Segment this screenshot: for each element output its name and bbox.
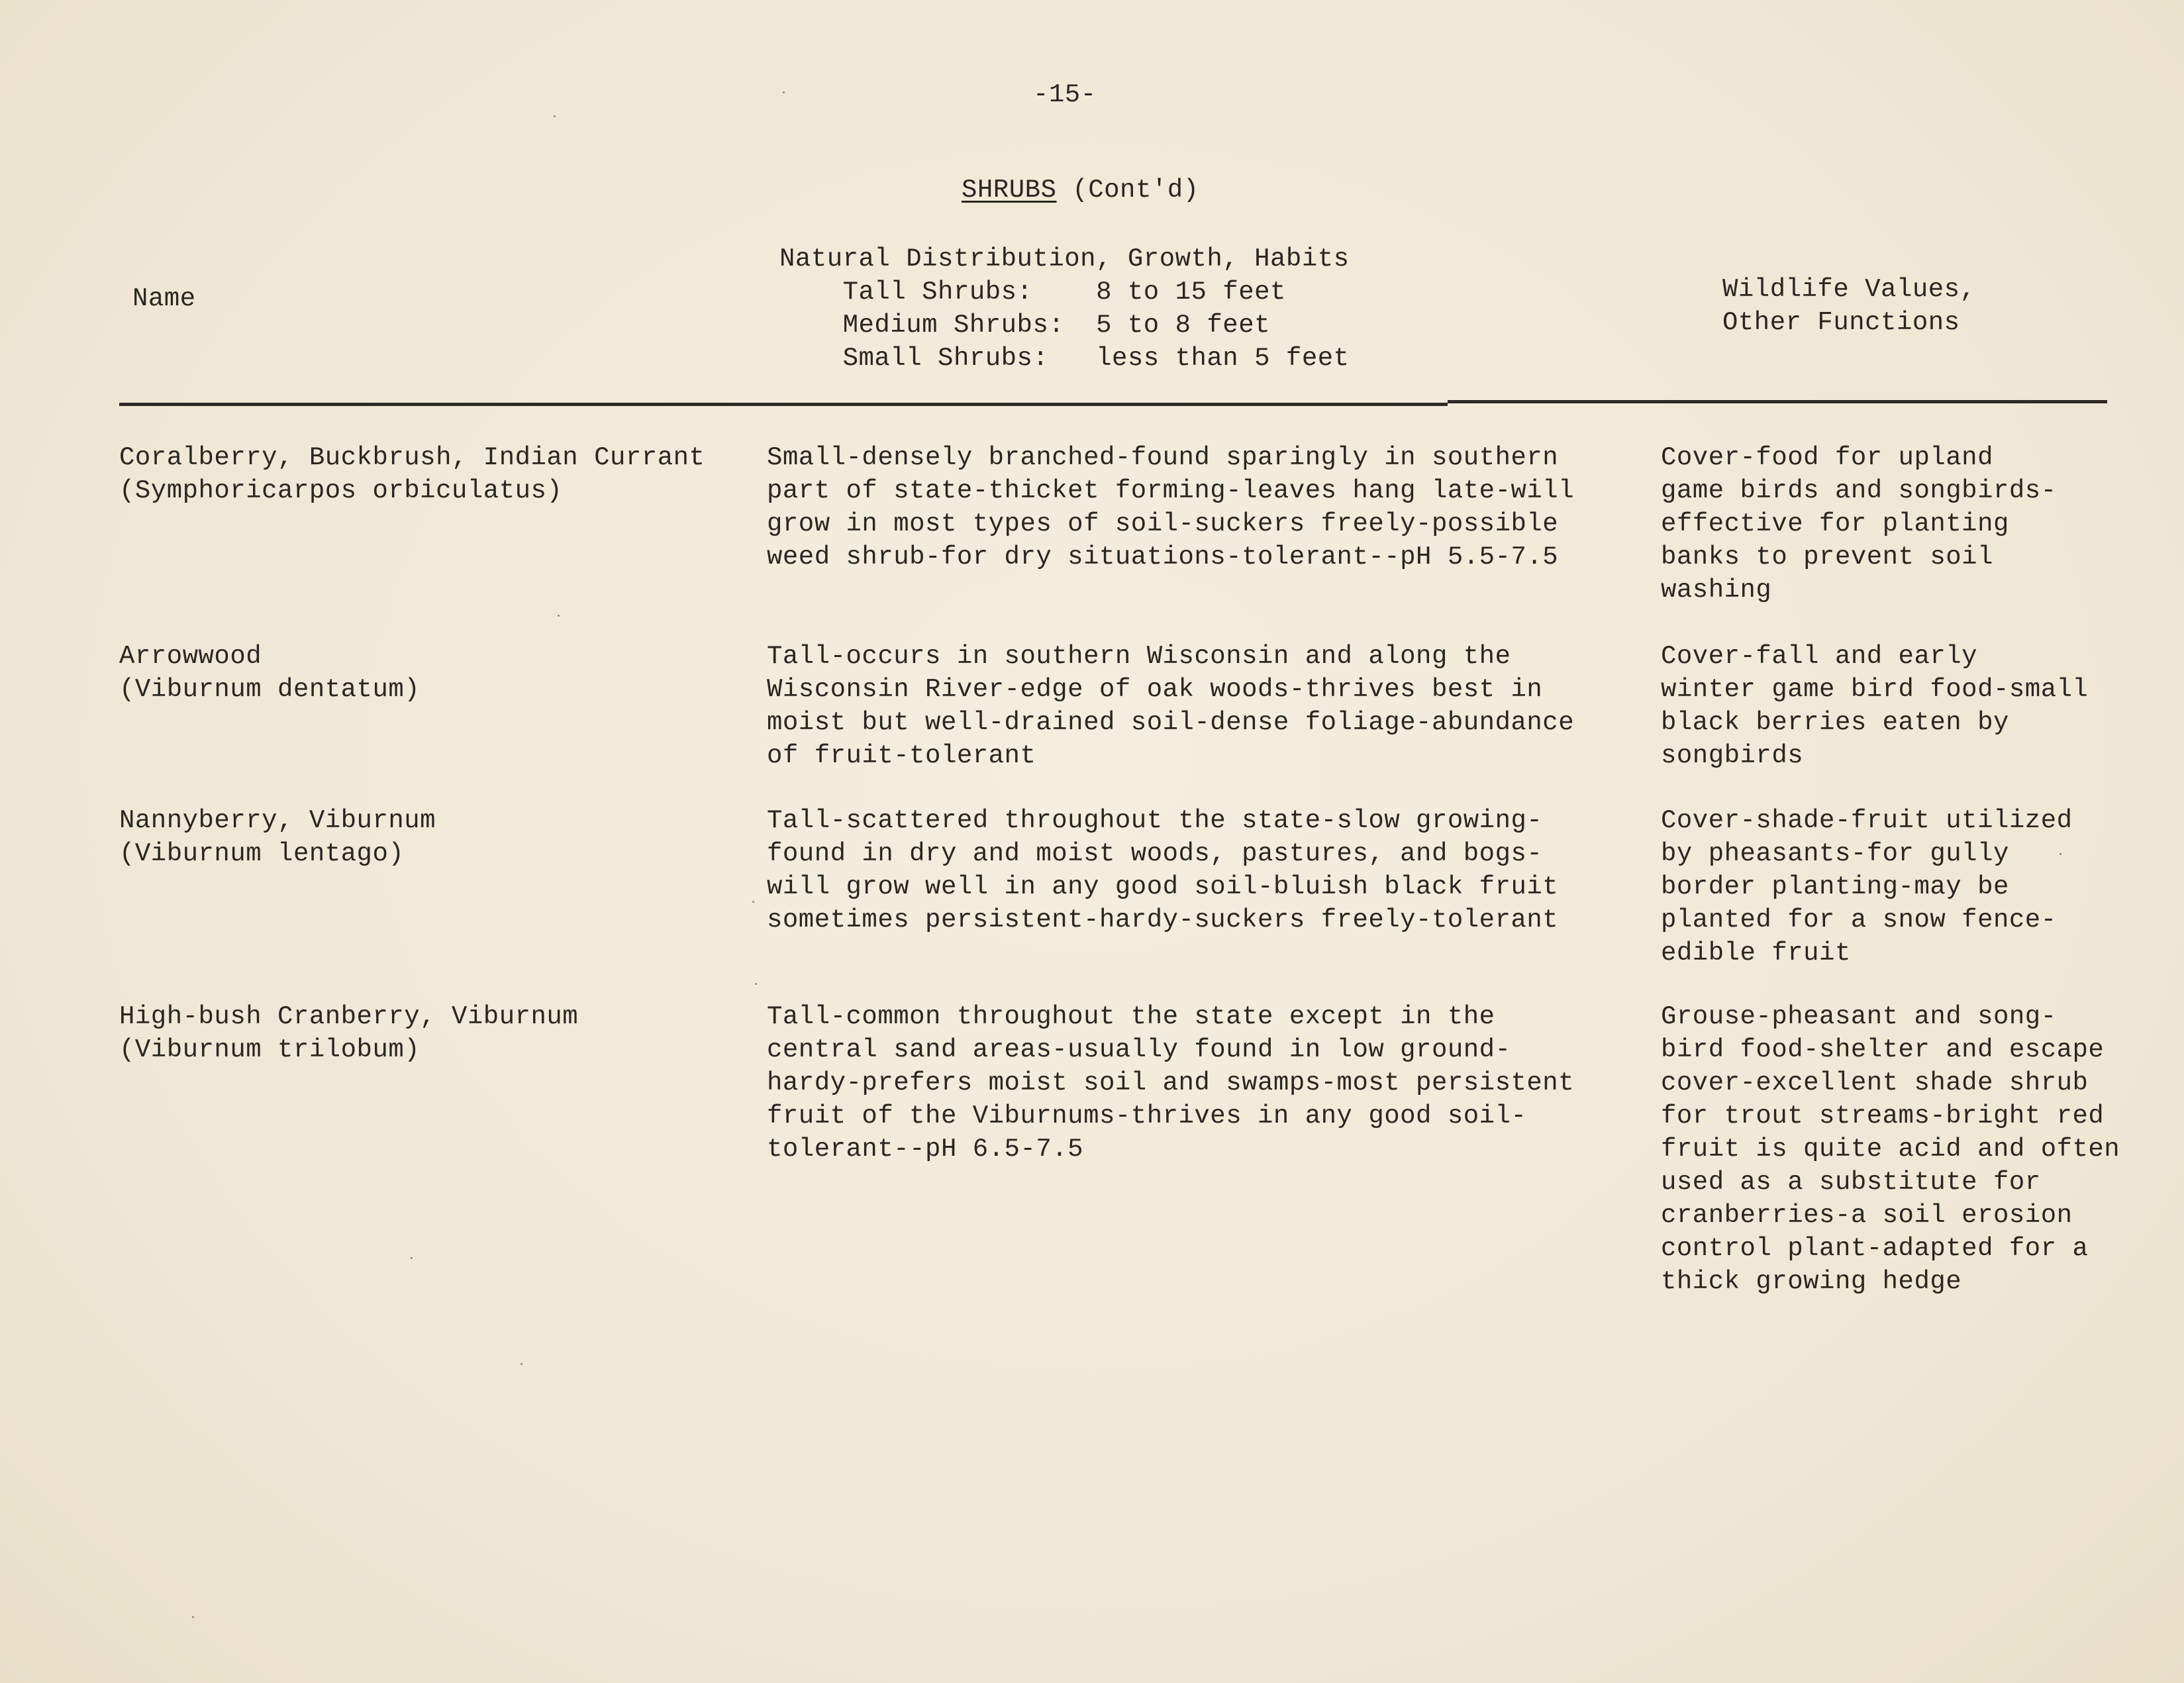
paper-speck — [521, 1363, 522, 1365]
row-3-distribution: Tall-scattered throughout the state-slow growing- found in dry and moist woods, pastures, and bogs- will grow well in any good soil-bluish black fruit sometimes persistent-hardy-suckers freely-tolerant — [767, 806, 1559, 935]
paper-speck — [411, 1257, 413, 1259]
header-divider-rule-right — [1448, 400, 2107, 403]
paper-speck — [752, 901, 754, 903]
section-title — [962, 174, 1199, 207]
row-1-distribution: Small-densely branched-found sparingly in southern part of state-thicket forming-leaves hang late-will grow in most types of soil-suckers freely-possible weed shrub-for dry situations-tolerant--pH 5.5-7.5 — [767, 443, 1575, 572]
column-header-name: Name — [132, 284, 196, 313]
column-header-wildlife: Wildlife Values, Other Functions — [1722, 275, 1976, 337]
row-4-distribution: Tall-common throughout the state except in the central sand areas-usually found in low ground- hardy-prefers moist soil and swamps-most persistent fruit of the Viburnums-thrives in any good soil- tolerant--pH 6.5-7.5 — [767, 1002, 1575, 1164]
row-3-wildlife: Cover-shade-fruit utilized by pheasants-for gully border planting-may be planted for a snow fence- edible fruit — [1661, 806, 2073, 968]
page-number: -15- — [1033, 80, 1097, 109]
paper-speck — [554, 115, 556, 117]
section-title-suffix: (Cont'd) — [1056, 176, 1199, 205]
paper-speck — [2060, 853, 2061, 855]
paper-speck — [755, 983, 757, 985]
section-title-main: SHRUBS — [962, 176, 1057, 205]
row-4-name: High-bush Cranberry, Viburnum (Viburnum trilobum) — [119, 1002, 579, 1064]
row-3-name: Nannyberry, Viburnum (Viburnum lentago) — [119, 806, 436, 868]
row-2-distribution: Tall-occurs in southern Wisconsin and along the Wisconsin River-edge of oak woods-thrives best in moist but well-drained soil-dense foliage-abundance of fruit-tolerant — [767, 642, 1575, 770]
row-2-name: Arrowwood (Viburnum dentatum) — [119, 642, 421, 704]
paper-speck — [783, 91, 785, 93]
row-2-wildlife: Cover-fall and early winter game bird food-small black berries eaten by songbirds — [1661, 642, 2089, 770]
paper-speck — [558, 615, 560, 617]
header-divider-rule — [119, 403, 1448, 406]
row-1-name: Coralberry, Buckbrush, Indian Currant (Symphoricarpos orbiculatus) — [119, 443, 705, 505]
paper-speck — [192, 1616, 194, 1618]
row-1-wildlife: Cover-food for upland game birds and songbirds- effective for planting banks to prevent soil washing — [1661, 443, 2057, 605]
column-header-distribution: Natural Distribution, Growth, Habits Tall Shrubs: 8 to 15 feet Medium Shrubs: 5 to 8 feet Small Shrubs: less than 5 feet — [779, 244, 1350, 373]
row-4-wildlife: Grouse-pheasant and song- bird food-shelter and escape cover-excellent shade shrub for trout streams-bright red fruit is quite acid and often used as a substitute for cranberries-a soil erosion control plant-adapted for a thick growing hedge — [1661, 1002, 2120, 1296]
